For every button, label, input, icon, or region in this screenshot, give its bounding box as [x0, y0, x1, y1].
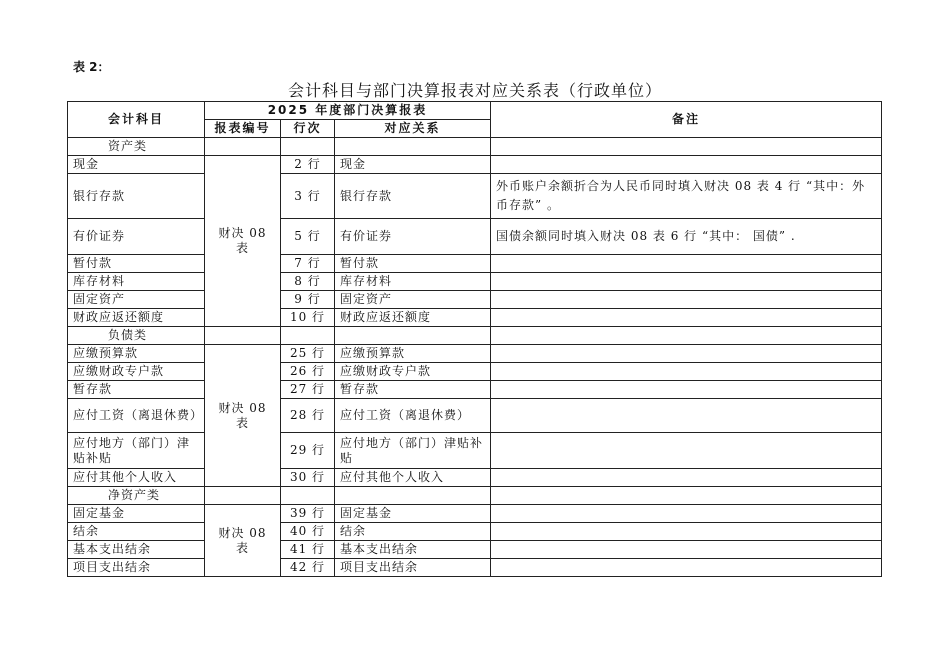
account-cell: 应缴预算款 — [68, 345, 205, 363]
mapping-cell: 有价证券 — [335, 219, 491, 255]
account-cell: 项目支出结余 — [68, 559, 205, 577]
remark-cell — [491, 273, 882, 291]
account-cell: 现金 — [68, 156, 205, 174]
mapping-cell: 固定基金 — [335, 505, 491, 523]
account-cell: 库存材料 — [68, 273, 205, 291]
header-report-no: 报表编号 — [205, 120, 281, 138]
report-code-cell: 财决 08 表 — [205, 345, 281, 487]
mapping-cell: 结余 — [335, 523, 491, 541]
remark-cell — [491, 291, 882, 309]
table-row — [68, 541, 882, 559]
section-assets: 资产类 — [68, 138, 205, 156]
report-code-cell: 财决 08 表 — [205, 505, 281, 577]
account-cell: 固定基金 — [68, 505, 205, 523]
mapping-cell: 应付地方（部门）津贴补贴 — [335, 433, 491, 469]
row-no-cell: 27 行 — [281, 381, 335, 399]
row-no-cell: 26 行 — [281, 363, 335, 381]
remark-cell — [491, 255, 882, 273]
table-row — [68, 381, 882, 399]
mapping-cell: 固定资产 — [335, 291, 491, 309]
table-row — [68, 523, 882, 541]
table-row — [68, 433, 882, 469]
table-row — [68, 469, 882, 487]
remark-cell — [491, 541, 882, 559]
account-cell: 基本支出结余 — [68, 541, 205, 559]
table-row — [68, 363, 882, 381]
table-row — [68, 345, 882, 363]
mapping-table — [67, 101, 882, 577]
section-net-assets: 净资产类 — [68, 487, 205, 505]
account-cell: 应付工资（离退休费） — [68, 399, 205, 433]
remark-cell — [491, 523, 882, 541]
row-no-cell: 30 行 — [281, 469, 335, 487]
table-row — [68, 559, 882, 577]
mapping-cell: 库存材料 — [335, 273, 491, 291]
account-cell: 暂付款 — [68, 255, 205, 273]
row-no-cell: 7 行 — [281, 255, 335, 273]
mapping-cell: 应缴预算款 — [335, 345, 491, 363]
remark-cell — [491, 469, 882, 487]
remark-cell — [491, 559, 882, 577]
account-cell: 固定资产 — [68, 291, 205, 309]
row-no-cell: 10 行 — [281, 309, 335, 327]
remark-cell — [491, 505, 882, 523]
row-no-cell: 28 行 — [281, 399, 335, 433]
row-no-cell: 29 行 — [281, 433, 335, 469]
mapping-cell: 项目支出结余 — [335, 559, 491, 577]
mapping-cell: 应缴财政专户款 — [335, 363, 491, 381]
row-no-cell: 3 行 — [281, 174, 335, 219]
header-account: 会计科目 — [68, 102, 205, 138]
report-code-cell: 财决 08 表 — [205, 156, 281, 327]
remark-cell — [491, 309, 882, 327]
table-row — [68, 309, 882, 327]
mapping-cell: 现金 — [335, 156, 491, 174]
row-no-cell: 25 行 — [281, 345, 335, 363]
mapping-cell: 银行存款 — [335, 174, 491, 219]
header-remark: 备注 — [491, 102, 882, 138]
table-row — [68, 273, 882, 291]
account-cell: 暂存款 — [68, 381, 205, 399]
row-no-cell: 9 行 — [281, 291, 335, 309]
page-title: 会计科目与部门决算报表对应关系表（行政单位） — [287, 81, 662, 100]
remark-cell — [491, 363, 882, 381]
table-row — [68, 219, 882, 255]
account-cell: 应付地方（部门）津贴补贴 — [68, 433, 205, 469]
remark-cell: 外币账户余额折合为人民币同时填入财决 08 表 4 行 “其中：外币存款” 。 — [491, 174, 882, 219]
mapping-cell: 暂付款 — [335, 255, 491, 273]
mapping-cell: 财政应返还额度 — [335, 309, 491, 327]
header-mapping: 对应关系 — [335, 120, 491, 138]
mapping-cell: 应付其他个人收入 — [335, 469, 491, 487]
section-liabilities: 负债类 — [68, 327, 205, 345]
table-row — [68, 291, 882, 309]
remark-cell — [491, 433, 882, 469]
account-cell: 结余 — [68, 523, 205, 541]
row-no-cell: 39 行 — [281, 505, 335, 523]
mapping-cell: 暂存款 — [335, 381, 491, 399]
header-report-group: 2025 年度部门决算报表 — [205, 102, 491, 120]
table-row — [68, 156, 882, 174]
table-row — [68, 174, 882, 219]
table-row — [68, 255, 882, 273]
table-label: 表 2： — [73, 60, 110, 74]
mapping-cell: 应付工资（离退休费） — [335, 399, 491, 433]
account-cell: 有价证券 — [68, 219, 205, 255]
row-no-cell: 5 行 — [281, 219, 335, 255]
account-cell: 应付其他个人收入 — [68, 469, 205, 487]
row-no-cell: 8 行 — [281, 273, 335, 291]
remark-cell — [491, 381, 882, 399]
mapping-cell: 基本支出结余 — [335, 541, 491, 559]
row-no-cell: 40 行 — [281, 523, 335, 541]
remark-cell: 国债余额同时填入财决 08 表 6 行 “其中： 国债” . — [491, 219, 882, 255]
remark-cell — [491, 399, 882, 433]
table-row — [68, 399, 882, 433]
remark-cell — [491, 345, 882, 363]
row-no-cell: 2 行 — [281, 156, 335, 174]
row-no-cell: 42 行 — [281, 559, 335, 577]
account-cell: 财政应返还额度 — [68, 309, 205, 327]
header-row-no: 行次 — [281, 120, 335, 138]
remark-cell — [491, 156, 882, 174]
account-cell: 应缴财政专户款 — [68, 363, 205, 381]
row-no-cell: 41 行 — [281, 541, 335, 559]
account-cell: 银行存款 — [68, 174, 205, 219]
table-row — [68, 505, 882, 523]
